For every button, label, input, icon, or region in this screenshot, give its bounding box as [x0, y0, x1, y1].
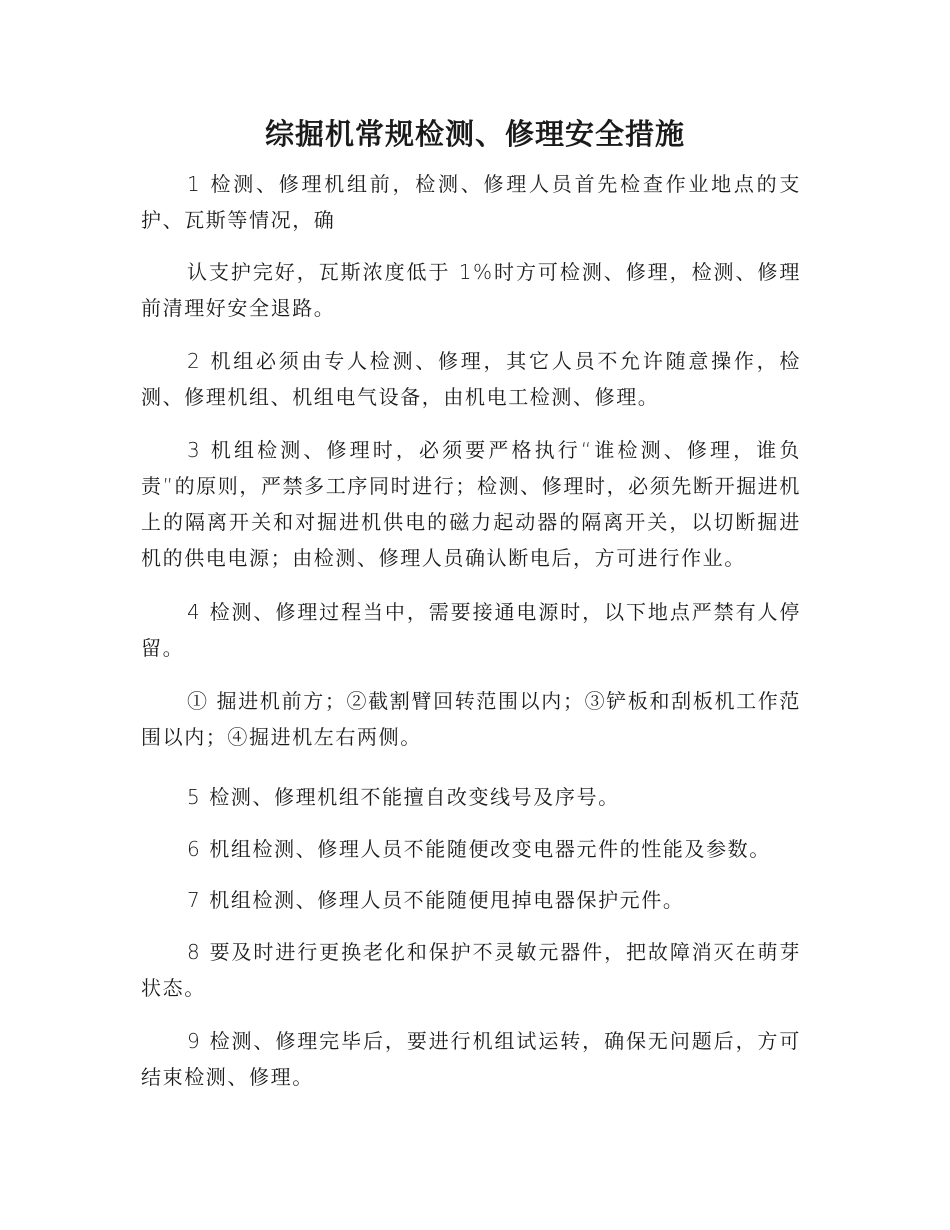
document-title: 综掘机常规检测、修理安全措施 [264, 117, 685, 151]
paragraph-11: 9 检测、修理完毕后，要进行机组试运转，确保无问题后，方可结束检测、修理。 [141, 1029, 801, 1089]
paragraph-6: ① 掘进机前方；②截割臂回转范围以内；③铲板和刮板机工作范围以内；④掘进机左右两侧。 [141, 689, 801, 749]
paragraph-1: 1 检测、修理机组前，检测、修理人员首先检查作业地点的支护、瓦斯等情况，确 [141, 172, 801, 232]
paragraph-4: 3 机组检测、修理时，必须要严格执行“谁检测、修理，谁负责”的原则，严禁多工序同时进行；检测、修理时，必须先断开掘进机上的隔离开关和对掘进机供电的磁力起动器的隔离开关，以切断掘进机的供电电源；由检测、修理人员确认断电后，方可进行作业。 [141, 438, 801, 570]
paragraph-2: 认支护完好，瓦斯浓度低于 1%时方可检测、修理，检测、修理前清理好安全退路。 [141, 260, 801, 320]
paragraph-3: 2 机组必须由专人检测、修理，其它人员不允许随意操作，检测、修理机组、机组电气设备，由机电工检测、修理。 [141, 349, 801, 409]
paragraph-5: 4 检测、修理过程当中，需要接通电源时，以下地点严禁有人停留。 [141, 600, 801, 660]
paragraph-9: 7 机组检测、修理人员不能随便甩掉电器保护元件。 [187, 888, 685, 912]
paragraph-8: 6 机组检测、修理人员不能随便改变电器元件的性能及参数。 [187, 837, 771, 861]
paragraph-7: 5 检测、修理机组不能擅自改变线号及序号。 [187, 785, 620, 809]
paragraph-10: 8 要及时进行更换老化和保护不灵敏元器件，把故障消灭在萌芽状态。 [141, 940, 801, 1000]
